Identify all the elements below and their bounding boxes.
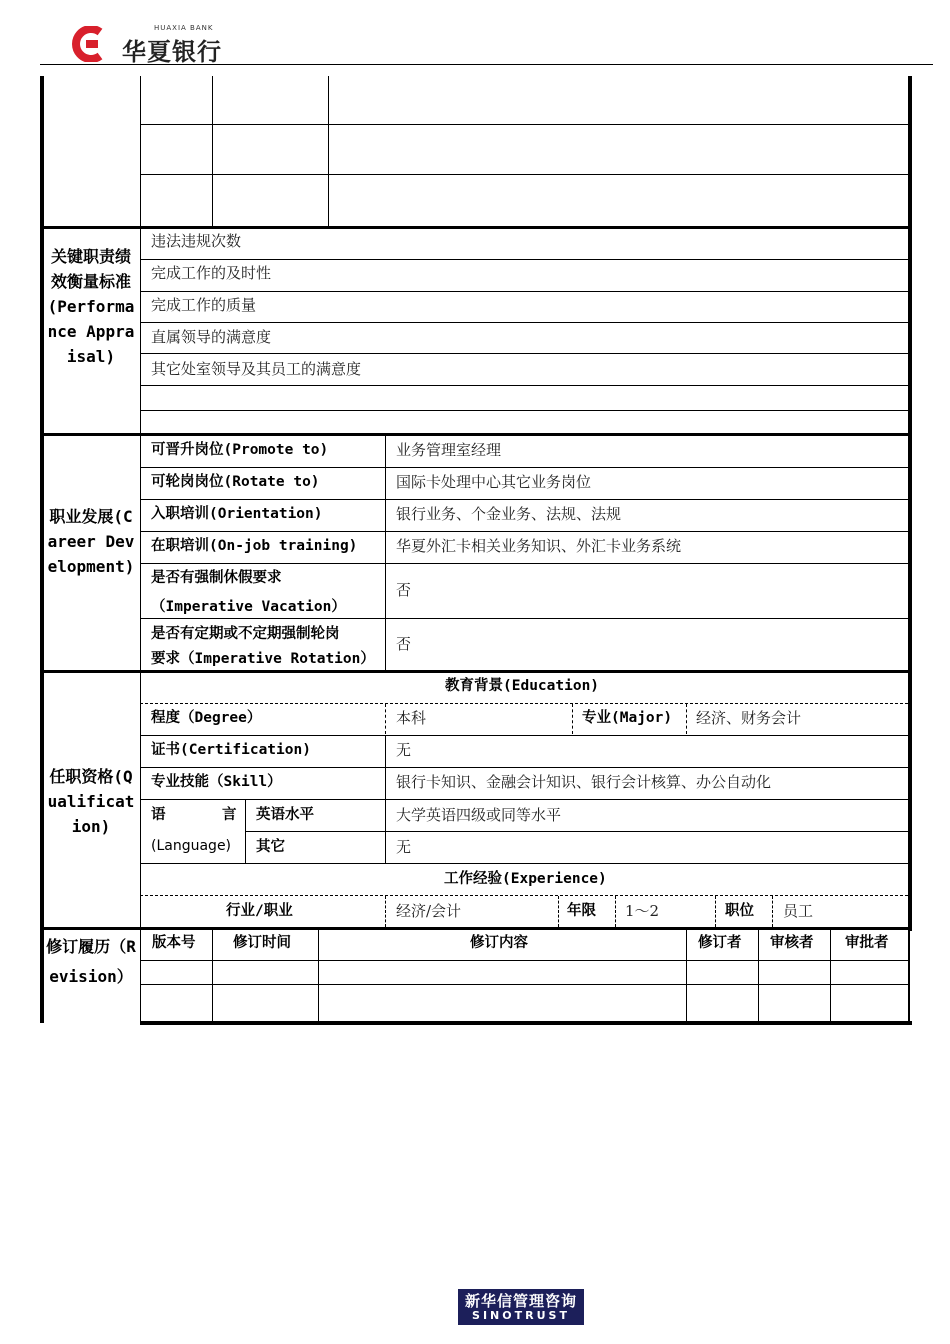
career-row-value: 否 [396,635,412,653]
cert-value: 无 [396,741,412,759]
cert-label: 证书(Certification) [151,742,311,758]
experience-header: 工作经验(Experience) [444,871,607,887]
career-row-value: 业务管理室经理 [396,441,502,459]
other-language-label: 其它 [256,839,285,855]
other-language-value: 无 [396,838,412,856]
career-row-value: 华夏外汇卡相关业务知识、外汇卡业务系统 [396,537,682,555]
job-description-table [40,76,912,1023]
language-label: 语 [151,807,166,823]
major-label: 专业(Major) [582,710,673,726]
career-row-label: 要求（Imperative Rotation） [151,651,375,667]
language-label: 言 [222,807,237,823]
sinotrust-logo [458,1289,584,1325]
revision-column-header: 审批者 [845,935,889,951]
revision-column-header: 修订者 [698,935,742,951]
career-row-label: （Imperative Vacation） [151,599,346,615]
skill-value: 银行卡知识、金融会计知识、银行会计核算、办公自动化 [396,773,772,791]
career-row-label: 入职培训(Orientation) [151,506,323,522]
performance-label-cn: 关键职责绩效衡量标准 [50,247,131,291]
career-label-en: (Career Development) [47,507,135,576]
years-value: 1～2 [625,902,660,920]
english-label: 英语水平 [256,807,314,823]
huaxia-bank-logo [70,24,240,64]
performance-section-label [45,244,137,369]
logo-english-text: HUAXIA BANK [154,24,214,32]
revision-column-header: 修订内容 [470,935,528,951]
performance-item: 其它处室领导及其员工的满意度 [151,360,362,378]
performance-label-en: (Performance Appraisal) [47,297,135,366]
career-row-label: 可晋升岗位(Promote to) [151,442,329,458]
revision-column-header: 版本号 [152,935,196,951]
years-label: 年限 [567,903,596,919]
footer-logo-cn: 新华信管理咨询 [464,1292,577,1310]
english-value: 大学英语四级或同等水平 [396,806,562,824]
qualification-label-cn: 任职资格 [49,767,114,786]
performance-item: 违法违规次数 [151,232,242,250]
industry-value: 经济/会计 [396,902,462,920]
revision-column-header: 审核者 [770,935,814,951]
skill-label: 专业技能（Skill） [151,774,282,790]
career-label-cn: 职业发展 [49,507,114,526]
career-row-value: 国际卡处理中心其它业务岗位 [396,473,592,491]
industry-label: 行业/职业 [226,903,293,919]
career-row-value: 否 [396,581,412,599]
degree-label: 程度（Degree） [151,710,262,726]
header-divider [40,64,933,65]
performance-item: 完成工作的及时性 [151,264,272,282]
revision-column-header: 修订时间 [233,935,291,951]
degree-value: 本科 [396,709,427,727]
qualification-label-en: (Qualification) [47,767,135,836]
career-row-label: 是否有定期或不定期强制轮岗 [151,626,340,642]
career-row-label: 是否有强制休假要求 [151,570,282,586]
logo-chinese-text: 华夏银行 [122,38,222,66]
position-value: 员工 [783,902,814,920]
career-row-label: 在职培训(On-job training) [151,538,358,554]
major-value: 经济、财务会计 [696,709,802,727]
bank-logo-icon [70,26,110,62]
position-label: 职位 [725,903,754,919]
revision-section-label [45,932,137,992]
revision-label-en: （Revision） [49,937,136,986]
footer-logo-en: SINOTRUST [472,1309,570,1322]
performance-item: 直属领导的满意度 [151,328,272,346]
career-section-label [45,504,137,579]
career-row-label: 可轮岗岗位(Rotate to) [151,474,320,490]
performance-item: 完成工作的质量 [151,296,257,314]
qualification-section-label [45,764,137,839]
education-header: 教育背景(Education) [445,678,600,694]
revision-label-cn: 修订履历 [46,937,111,956]
language-label-en: (Language) [151,838,232,854]
career-row-value: 银行业务、个金业务、法规、法规 [396,505,622,523]
